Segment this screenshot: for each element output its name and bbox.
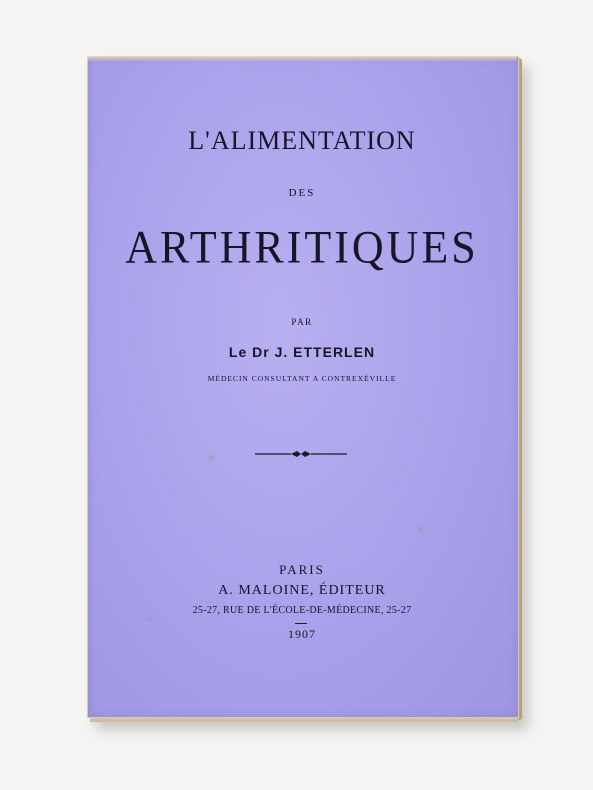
title-line-3: ARTHRITIQUES (125, 221, 479, 274)
foxing-spot (418, 527, 423, 532)
short-rule (295, 623, 307, 624)
publication-year: 1907 (288, 627, 316, 641)
publisher-address: 25-27, RUE DE L'ÉCOLE-DE-MÉDECINE, 25-27 (192, 605, 412, 616)
ornamental-rule-icon (255, 449, 347, 459)
worn-top-edge (87, 56, 517, 62)
by-label: PAR (291, 317, 313, 327)
author-name: Le Dr J. ETTERLEN (228, 344, 376, 360)
author-role: MÉDECIN CONSULTANT A CONTREXÉVILLE (207, 374, 397, 383)
foxing-spot (208, 455, 214, 461)
foxing-spot (148, 617, 152, 621)
publisher-city: PARIS (279, 562, 325, 577)
title-line-2: DES (288, 187, 316, 199)
title-line-1: L'ALIMENTATION (188, 126, 416, 155)
publisher-name: A. MALOINE, ÉDITEUR (218, 583, 386, 598)
